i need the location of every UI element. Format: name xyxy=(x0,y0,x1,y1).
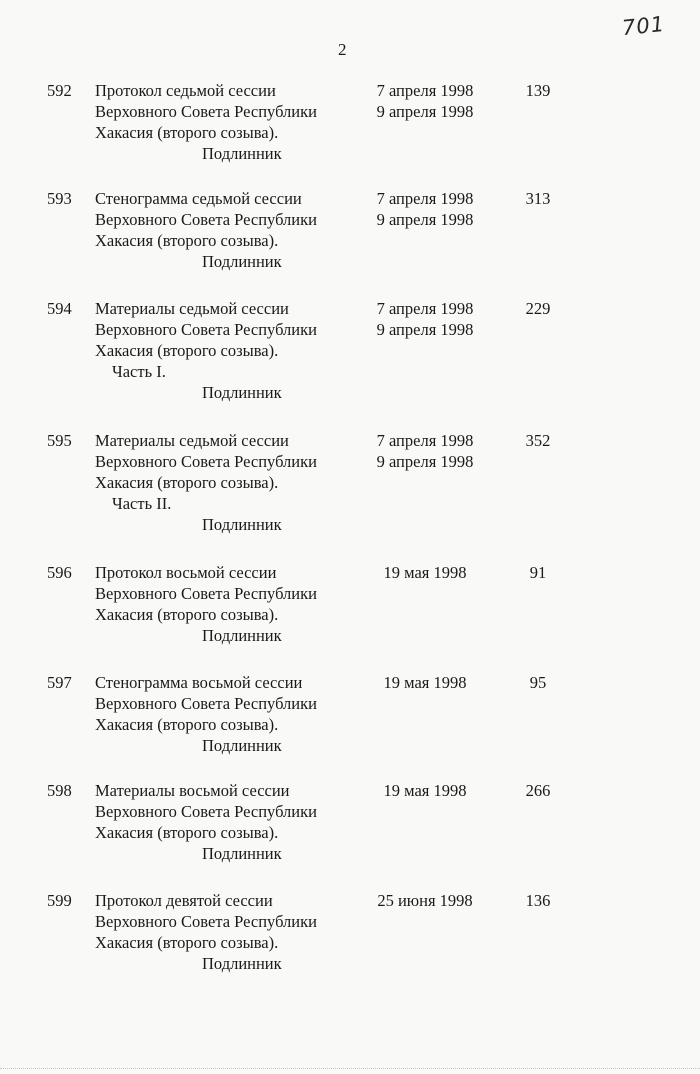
record-title xyxy=(95,780,355,864)
record-dates xyxy=(370,780,480,801)
record-part: Часть I. xyxy=(112,362,166,381)
record-title-line: Протокол восьмой сессии xyxy=(95,563,277,582)
record-title xyxy=(95,562,355,646)
record-date: 7 апреля 1998 xyxy=(376,299,474,318)
record-title-line: Хакасия (второго созыва). xyxy=(95,715,279,734)
scan-edge-mark xyxy=(0,1068,700,1070)
handwritten-sheet-number: 701 xyxy=(620,11,667,41)
record-status: Подлинник xyxy=(202,515,282,534)
record-dates xyxy=(370,430,480,472)
record-sheet-count: 229 xyxy=(525,299,551,318)
record-status: Подлинник xyxy=(202,954,282,973)
record-sheet-count: 91 xyxy=(529,563,547,582)
record-title-line: Хакасия (второго созыва). xyxy=(95,823,279,842)
record-status: Подлинник xyxy=(202,736,282,755)
record-title-line: Верховного Совета Республики xyxy=(95,320,317,339)
record-status: Подлинник xyxy=(202,844,282,863)
record-dates xyxy=(370,672,480,693)
record-dates xyxy=(370,562,480,583)
record-date: 7 апреля 1998 xyxy=(376,81,474,100)
record-date: 9 апреля 1998 xyxy=(376,210,474,229)
record-dates xyxy=(370,188,480,230)
record-title-line: Хакасия (второго созыва). xyxy=(95,231,279,250)
record-date: 25 июня 1998 xyxy=(377,891,473,910)
record-number: 594 xyxy=(47,299,72,318)
record-status: Подлинник xyxy=(202,626,282,645)
record-title-line: Стенограмма седьмой сессии xyxy=(95,189,302,208)
record-number: 596 xyxy=(47,563,72,582)
record-title xyxy=(95,80,355,164)
record-title xyxy=(95,430,355,535)
record-number: 598 xyxy=(47,781,72,800)
record-sheet-count: 136 xyxy=(525,891,551,910)
record-title-line: Материалы седьмой сессии xyxy=(95,299,289,318)
record-number: 592 xyxy=(47,81,72,100)
record-title-line: Стенограмма восьмой сессии xyxy=(95,673,303,692)
record-title-line: Верховного Совета Республики xyxy=(95,452,317,471)
record-sheet-count: 139 xyxy=(525,81,551,100)
record-date: 7 апреля 1998 xyxy=(376,431,474,450)
record-title xyxy=(95,672,355,756)
record-number: 597 xyxy=(47,673,72,692)
record-sheet-count: 352 xyxy=(525,431,551,450)
record-title xyxy=(95,188,355,272)
record-dates xyxy=(370,298,480,340)
record-sheet-count: 266 xyxy=(525,781,551,800)
record-date: 9 апреля 1998 xyxy=(376,320,474,339)
record-title-line: Верховного Совета Республики xyxy=(95,210,317,229)
record-title-line: Материалы восьмой сессии xyxy=(95,781,290,800)
page-number: 2 xyxy=(338,40,347,59)
record-number: 599 xyxy=(47,891,72,910)
record-title-line: Протокол седьмой сессии xyxy=(95,81,276,100)
record-title-line: Верховного Совета Республики xyxy=(95,584,317,603)
record-status: Подлинник xyxy=(202,252,282,271)
record-status: Подлинник xyxy=(202,144,282,163)
record-title-line: Верховного Совета Республики xyxy=(95,912,317,931)
record-title-line: Хакасия (второго созыва). xyxy=(95,605,279,624)
record-status: Подлинник xyxy=(202,383,282,402)
record-title xyxy=(95,298,355,403)
record-date: 19 мая 1998 xyxy=(383,781,467,800)
record-dates xyxy=(370,890,480,911)
record-title-line: Материалы седьмой сессии xyxy=(95,431,289,450)
record-part: Часть II. xyxy=(112,494,172,513)
record-title-line: Хакасия (второго созыва). xyxy=(95,341,279,360)
record-title-line: Верховного Совета Республики xyxy=(95,102,317,121)
record-date: 19 мая 1998 xyxy=(383,673,467,692)
record-dates xyxy=(370,80,480,122)
record-title-line: Хакасия (второго созыва). xyxy=(95,933,279,952)
record-date: 7 апреля 1998 xyxy=(376,189,474,208)
record-sheet-count: 95 xyxy=(529,673,547,692)
record-number: 593 xyxy=(47,189,72,208)
record-number: 595 xyxy=(47,431,72,450)
record-date: 9 апреля 1998 xyxy=(376,452,474,471)
record-title-line: Верховного Совета Республики xyxy=(95,694,317,713)
record-title-line: Верховного Совета Республики xyxy=(95,802,317,821)
record-title xyxy=(95,890,355,974)
record-date: 19 мая 1998 xyxy=(383,563,467,582)
record-date: 9 апреля 1998 xyxy=(376,102,474,121)
record-title-line: Хакасия (второго созыва). xyxy=(95,473,279,492)
record-title-line: Протокол девятой сессии xyxy=(95,891,273,910)
record-title-line: Хакасия (второго созыва). xyxy=(95,123,279,142)
record-sheet-count: 313 xyxy=(525,189,551,208)
